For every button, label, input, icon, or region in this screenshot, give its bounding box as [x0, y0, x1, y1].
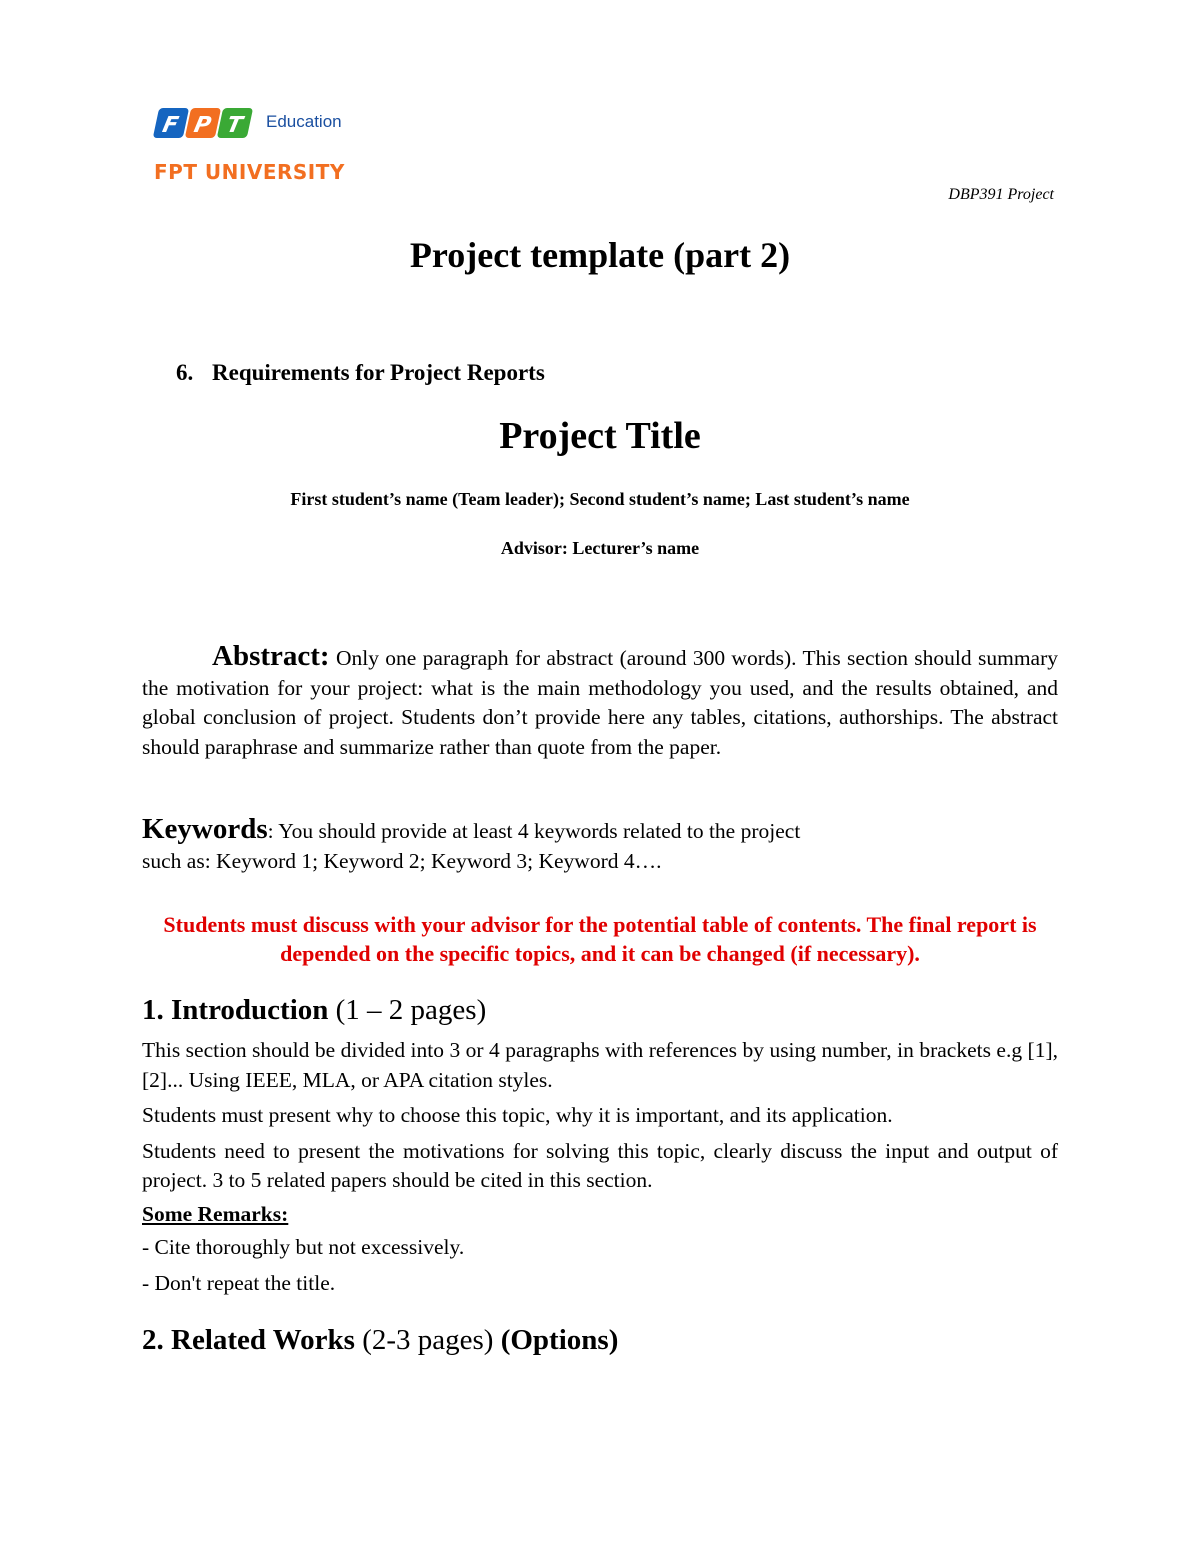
advisor-line: Advisor: Lecturer’s name	[500, 538, 700, 558]
requirements-heading	[176, 360, 545, 386]
logo-education-text: Education	[266, 112, 342, 131]
remark-item: - Cite thoroughly but not excessively.	[142, 1235, 465, 1259]
course-header: DBP391 Project	[948, 186, 1054, 203]
introduction-heading-text: 1. Introduction	[142, 994, 329, 1026]
remark-item: - Don't repeat the title.	[142, 1270, 336, 1295]
introduction-body	[142, 1036, 1058, 1304]
fpt-logo-mark	[150, 104, 265, 144]
related-works-heading-text: 2. Related Works	[142, 1324, 355, 1356]
logo-university-text: FPT UNIVERSITY	[154, 160, 345, 184]
remarks-title: Some Remarks:	[142, 1201, 289, 1226]
abstract-paragraph	[142, 642, 1058, 762]
requirements-number: 6.	[176, 360, 194, 385]
intro-paragraph: Students need to present the motivations for solving this topic, clearly discuss the input and output of project. 3 to 5 related papers should be cited in this section.	[142, 1138, 1058, 1192]
keywords-line2: such as: Keyword 1; Keyword 2; Keyword 3; Keyword 4….	[142, 848, 662, 873]
keywords-paragraph	[142, 815, 1058, 876]
requirements-heading-text: Requirements for Project Reports	[212, 360, 545, 385]
related-works-pages: (2-3 pages)	[362, 1324, 494, 1356]
svg-text:P: P	[191, 112, 214, 138]
keywords-label: Keywords	[142, 813, 268, 845]
fpt-education-logo	[150, 104, 380, 184]
project-title: Project Title	[499, 415, 701, 457]
abstract-label: Abstract:	[212, 640, 330, 672]
introduction-heading	[142, 994, 486, 1027]
related-works-heading	[142, 1324, 618, 1357]
svg-text:T: T	[224, 112, 245, 138]
document-title: Project template (part 2)	[409, 235, 791, 275]
svg-text:F: F	[160, 112, 181, 138]
intro-paragraph: This section should be divided into 3 or 4 paragraphs with references by using number, in brackets e.g [1], [2]... Using IEEE, MLA, or APA citation styles.	[142, 1038, 1058, 1092]
related-works-options: (Options)	[500, 1324, 619, 1356]
abstract-text: Only one paragraph for abstract (around 300 words). This section should summary the motivation for your project: what is the main methodology you used, and the results obtained, and global conclusion of project. Students don’t provide here any tables, citations, authorships. The abstract should paraphrase and summarize rather than quote from the paper.	[142, 646, 1059, 759]
student-names: First student’s name (Team leader); Second student’s name; Last student’s name	[290, 489, 910, 509]
advisor-notice: Students must discuss with your advisor for the potential table of contents. The final report is depended on the specific topics, and it can be changed (if necessary).	[163, 912, 1037, 966]
keywords-line1: : You should provide at least 4 keywords related to the project	[267, 819, 801, 843]
introduction-pages: (1 – 2 pages)	[335, 994, 487, 1026]
intro-paragraph: Students must present why to choose this topic, why it is important, and its application.	[142, 1103, 893, 1127]
